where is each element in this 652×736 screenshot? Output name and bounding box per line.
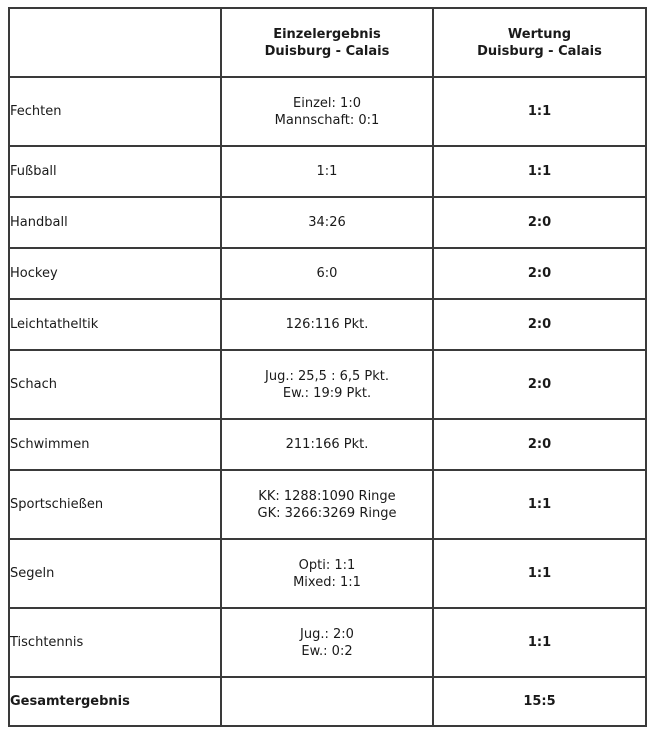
individual-result-line: Opti: 1:1 [298, 557, 356, 573]
individual-result [221, 77, 433, 146]
individual-result [221, 146, 433, 197]
individual-result-line: Ew.: 0:2 [301, 643, 353, 659]
table-row [9, 470, 646, 539]
sport-name: Handball [9, 197, 221, 248]
header-row [9, 8, 646, 77]
rating-score: 1:1 [433, 470, 646, 539]
total-row [9, 677, 646, 726]
rating-score: 2:0 [433, 248, 646, 299]
rating-score: 1:1 [433, 146, 646, 197]
sport-name: Hockey [9, 248, 221, 299]
header-rating-teams: Duisburg - Calais [477, 43, 602, 59]
individual-result [221, 197, 433, 248]
individual-result-line: Jug.: 2:0 [300, 626, 354, 642]
individual-result-line: 211:166 Pkt. [285, 437, 369, 452]
individual-result [221, 608, 433, 677]
individual-result-line: 6:0 [316, 266, 338, 281]
header-rating-cell [433, 8, 646, 77]
table-row [9, 146, 646, 197]
individual-result-line: Jug.: 25,5 : 6,5 Pkt. [265, 368, 389, 384]
table-row [9, 608, 646, 677]
sport-name: Tischtennis [9, 608, 221, 677]
table-row [9, 299, 646, 350]
table-row [9, 539, 646, 608]
individual-result-line: Einzel: 1:0 [293, 95, 361, 111]
sport-name: Schach [9, 350, 221, 419]
sport-name: Sportschießen [9, 470, 221, 539]
header-individual-result-cell [221, 8, 433, 77]
table-row [9, 350, 646, 419]
individual-result-line: 1:1 [316, 164, 338, 179]
total-score: 15:5 [433, 677, 646, 726]
header-rating-title: Wertung [507, 26, 572, 42]
rating-score: 1:1 [433, 539, 646, 608]
individual-result-line: 126:116 Pkt. [285, 317, 369, 332]
rating-score: 1:1 [433, 77, 646, 146]
individual-result [221, 299, 433, 350]
individual-result [221, 539, 433, 608]
rating-score: 1:1 [433, 608, 646, 677]
individual-result [221, 419, 433, 470]
sport-name: Fußball [9, 146, 221, 197]
total-label: Gesamtergebnis [9, 677, 221, 726]
individual-result-line: 34:26 [308, 215, 346, 230]
table-row [9, 419, 646, 470]
header-individual-result-teams: Duisburg - Calais [264, 43, 390, 59]
rating-score: 2:0 [433, 299, 646, 350]
rating-score: 2:0 [433, 419, 646, 470]
individual-result [221, 350, 433, 419]
header-individual-result-title: Einzelergebnis [273, 26, 381, 42]
header-sport-cell [9, 8, 221, 77]
total-individual-result [221, 677, 433, 726]
results-table [8, 7, 647, 727]
individual-result [221, 470, 433, 539]
table-row [9, 197, 646, 248]
individual-result-line: Mixed: 1:1 [293, 574, 361, 590]
individual-result-line: GK: 3266:3269 Ringe [257, 505, 397, 521]
individual-result-line: KK: 1288:1090 Ringe [258, 488, 396, 504]
rating-score: 2:0 [433, 197, 646, 248]
individual-result [221, 248, 433, 299]
rating-score: 2:0 [433, 350, 646, 419]
individual-result-line: Mannschaft: 0:1 [274, 112, 380, 128]
sport-name: Schwimmen [9, 419, 221, 470]
individual-result-line: Ew.: 19:9 Pkt. [282, 385, 372, 401]
table-row [9, 248, 646, 299]
sport-name: Segeln [9, 539, 221, 608]
sport-name: Leichtatheltik [9, 299, 221, 350]
sport-name: Fechten [9, 77, 221, 146]
table-row [9, 77, 646, 146]
